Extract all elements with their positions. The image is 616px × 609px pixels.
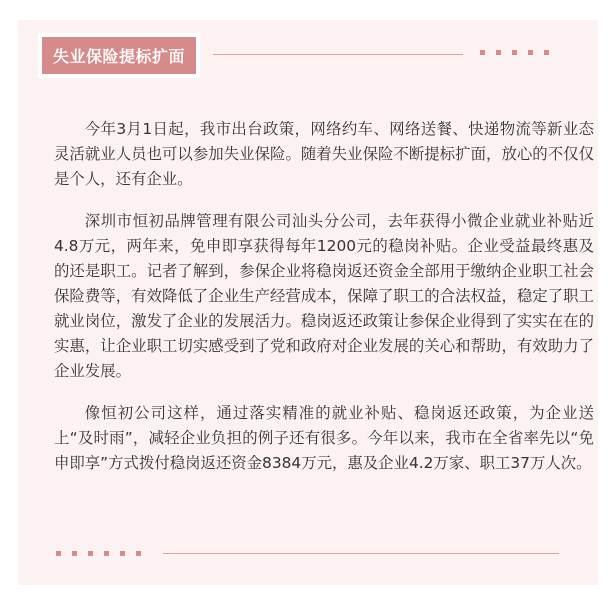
section-tag: 失业保险提标扩面 — [38, 33, 200, 78]
header-divider — [213, 54, 463, 55]
article-body — [54, 117, 594, 493]
footer-divider — [163, 553, 559, 554]
paragraph-3: 像恒初公司这样，通过落实精准的就业补贴、稳岗返还政策，为企业送上“及时雨”，减轻企业负担的例子还有很多。今年以来，我市在全省率先以“免申即享”方式拨付稳岗返还资金8384万元，惠及企业4.2万家、职工37万人次。 — [54, 404, 594, 472]
paragraph-1: 今年3月1日起，我市出台政策，网络约车、网络送餐、快递物流等新业态灵活就业人员也可以参加失业保险。随着失业保险不断提标扩面，放心的不仅仅是个人，还有企业。 — [54, 120, 594, 188]
decorative-dots-bottom — [56, 551, 152, 556]
decorative-dots-top — [480, 50, 560, 55]
article-card — [18, 20, 598, 585]
paragraph-2: 深圳市恒初品牌管理有限公司汕头分公司，去年获得小微企业就业补贴近4.8万元，两年来，免申即享获得每年1200元的稳岗补贴。企业受益最终惠及的还是职工。记者了解到，参保企业将稳岗返还资金全部用于缴纳企业职工社会保险费等，有效降低了企业生产经营成本，保障了职工的合法权益，稳定了职工就业岗位，激发了企业的发展活力。稳岗返还政策让参保企业得到了实实在在的实惠，让企业职工切实感受到了党和政府对企业发展的关心和帮助，有效助力了企业发展。 — [54, 212, 594, 380]
